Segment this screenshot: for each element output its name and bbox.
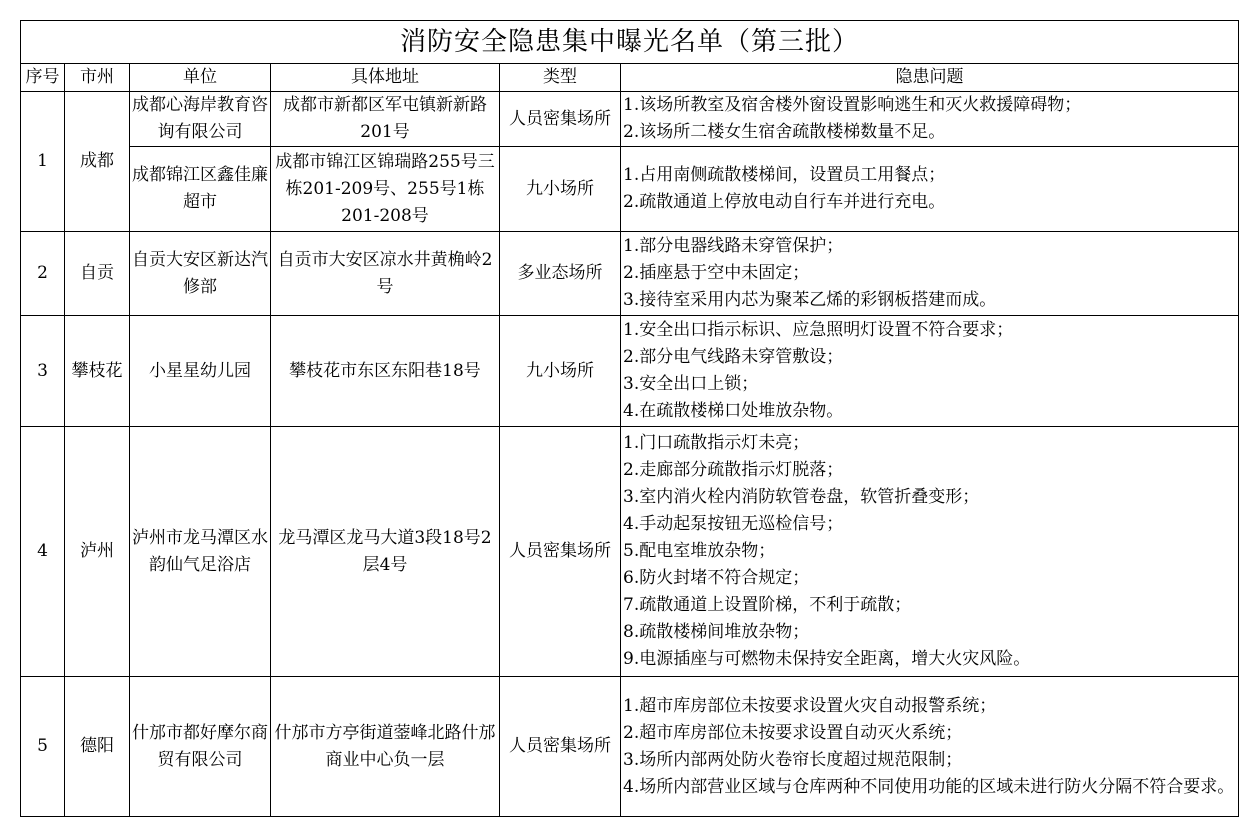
unit-cell: 小星星幼儿园	[130, 316, 271, 427]
table-row	[21, 92, 1239, 147]
address-cell: 自贡市大安区凉水井黄桷岭2号	[271, 232, 500, 316]
address-cell: 攀枝花市东区东阳巷18号	[271, 316, 500, 427]
issue-item: 2.超市库房部位未按要求设置自动灭火系统；	[623, 722, 963, 743]
issue-item: 3.接待室采用内芯为聚苯乙烯的彩钢板搭建而成。	[623, 290, 997, 310]
issue-item: 2.走廊部分疏散指示灯脱落；	[623, 460, 844, 480]
unit-cell: 成都锦江区鑫佳廉超市	[130, 147, 271, 232]
header-type: 类型	[500, 64, 621, 92]
header-seq: 序号	[21, 64, 65, 92]
issue-item: 1.安全出口指示标识、应急照明灯设置不符合要求；	[623, 320, 1014, 340]
issue-item: 1.占用南侧疏散楼梯间，设置员工用餐点；	[623, 165, 946, 185]
issue-item: 1.超市库房部位未按要求设置火灾自动报警系统；	[623, 695, 997, 716]
seq-cell: 2	[21, 232, 65, 316]
table-row	[21, 232, 1239, 316]
header-address: 具体地址	[271, 64, 500, 92]
issues-cell	[621, 427, 1239, 677]
type-cell: 人员密集场所	[500, 427, 621, 677]
unit-cell: 成都心海岸教育咨询有限公司	[130, 92, 271, 147]
seq-cell: 1	[21, 92, 65, 232]
issue-item: 4.在疏散楼梯口处堆放杂物。	[623, 401, 844, 421]
seq-cell: 3	[21, 316, 65, 427]
city-cell: 攀枝花	[65, 316, 130, 427]
table-row	[21, 427, 1239, 677]
seq-cell: 5	[21, 677, 65, 817]
issue-item: 6.防火封堵不符合规定；	[623, 568, 810, 588]
issue-item: 1.该场所教室及宿舍楼外窗设置影响逃生和灭火救援障碍物；	[623, 95, 1082, 115]
type-cell: 多业态场所	[500, 232, 621, 316]
city-cell: 成都	[65, 92, 130, 232]
type-cell: 九小场所	[500, 147, 621, 232]
issue-item: 2.疏散通道上停放电动自行车并进行充电。	[623, 192, 946, 212]
type-cell: 人员密集场所	[500, 677, 621, 817]
table-row	[21, 316, 1239, 427]
issue-item: 2.插座悬于空中未固定；	[623, 263, 810, 283]
unit-cell: 泸州市龙马潭区水韵仙气足浴店	[130, 427, 271, 677]
issue-item: 4.场所内部营业区域与仓库两种不同使用功能的区域未进行防火分隔不符合要求。	[623, 776, 1235, 797]
issue-item: 8.疏散楼梯间堆放杂物；	[623, 622, 810, 642]
table-row	[21, 677, 1239, 817]
header-row	[21, 64, 1239, 92]
issues-cell	[621, 232, 1239, 316]
issue-item: 5.配电室堆放杂物；	[623, 541, 776, 561]
issues-cell	[621, 147, 1239, 232]
issue-item: 1.门口疏散指示灯未亮；	[623, 433, 810, 453]
issues-cell	[621, 316, 1239, 427]
issue-item: 7.疏散通道上设置阶梯，不利于疏散；	[623, 595, 912, 615]
issue-item: 2.该场所二楼女生宿舍疏散楼梯数量不足。	[623, 122, 946, 142]
issues-cell	[621, 677, 1239, 817]
table-row	[21, 147, 1239, 232]
issue-item: 3.安全出口上锁；	[623, 374, 759, 394]
issue-item: 1.部分电器线路未穿管保护；	[623, 236, 844, 256]
issue-item: 4.手动起泵按钮无巡检信号；	[623, 514, 844, 534]
issue-item: 2.部分电气线路未穿管敷设；	[623, 347, 844, 367]
issue-item: 3.室内消火栓内消防软管卷盘，软管折叠变形；	[623, 487, 980, 507]
city-cell: 泸州	[65, 427, 130, 677]
unit-cell: 什邡市都好摩尔商贸有限公司	[130, 677, 271, 817]
header-city: 市州	[65, 64, 130, 92]
hazard-list-table	[20, 20, 1239, 817]
header-issues: 隐患问题	[621, 64, 1239, 92]
address-cell: 龙马潭区龙马大道3段18号2层4号	[271, 427, 500, 677]
issue-item: 9.电源插座与可燃物未保持安全距离，增大火灾风险。	[623, 649, 1031, 669]
type-cell: 九小场所	[500, 316, 621, 427]
unit-cell: 自贡大安区新达汽修部	[130, 232, 271, 316]
city-cell: 德阳	[65, 677, 130, 817]
address-cell: 成都市新都区军屯镇新新路201号	[271, 92, 500, 147]
address-cell: 什邡市方亭街道蓥峰北路什邡商业中心负一层	[271, 677, 500, 817]
header-unit: 单位	[130, 64, 271, 92]
issues-cell	[621, 92, 1239, 147]
issue-item: 3.场所内部两处防火卷帘长度超过规范限制；	[623, 749, 963, 770]
address-cell: 成都市锦江区锦瑞路255号三栋201-209号、255号1栋201-208号	[271, 147, 500, 232]
seq-cell: 4	[21, 427, 65, 677]
city-cell: 自贡	[65, 232, 130, 316]
sheet-title: 消防安全隐患集中曝光名单（第三批）	[21, 21, 1239, 64]
type-cell: 人员密集场所	[500, 92, 621, 147]
